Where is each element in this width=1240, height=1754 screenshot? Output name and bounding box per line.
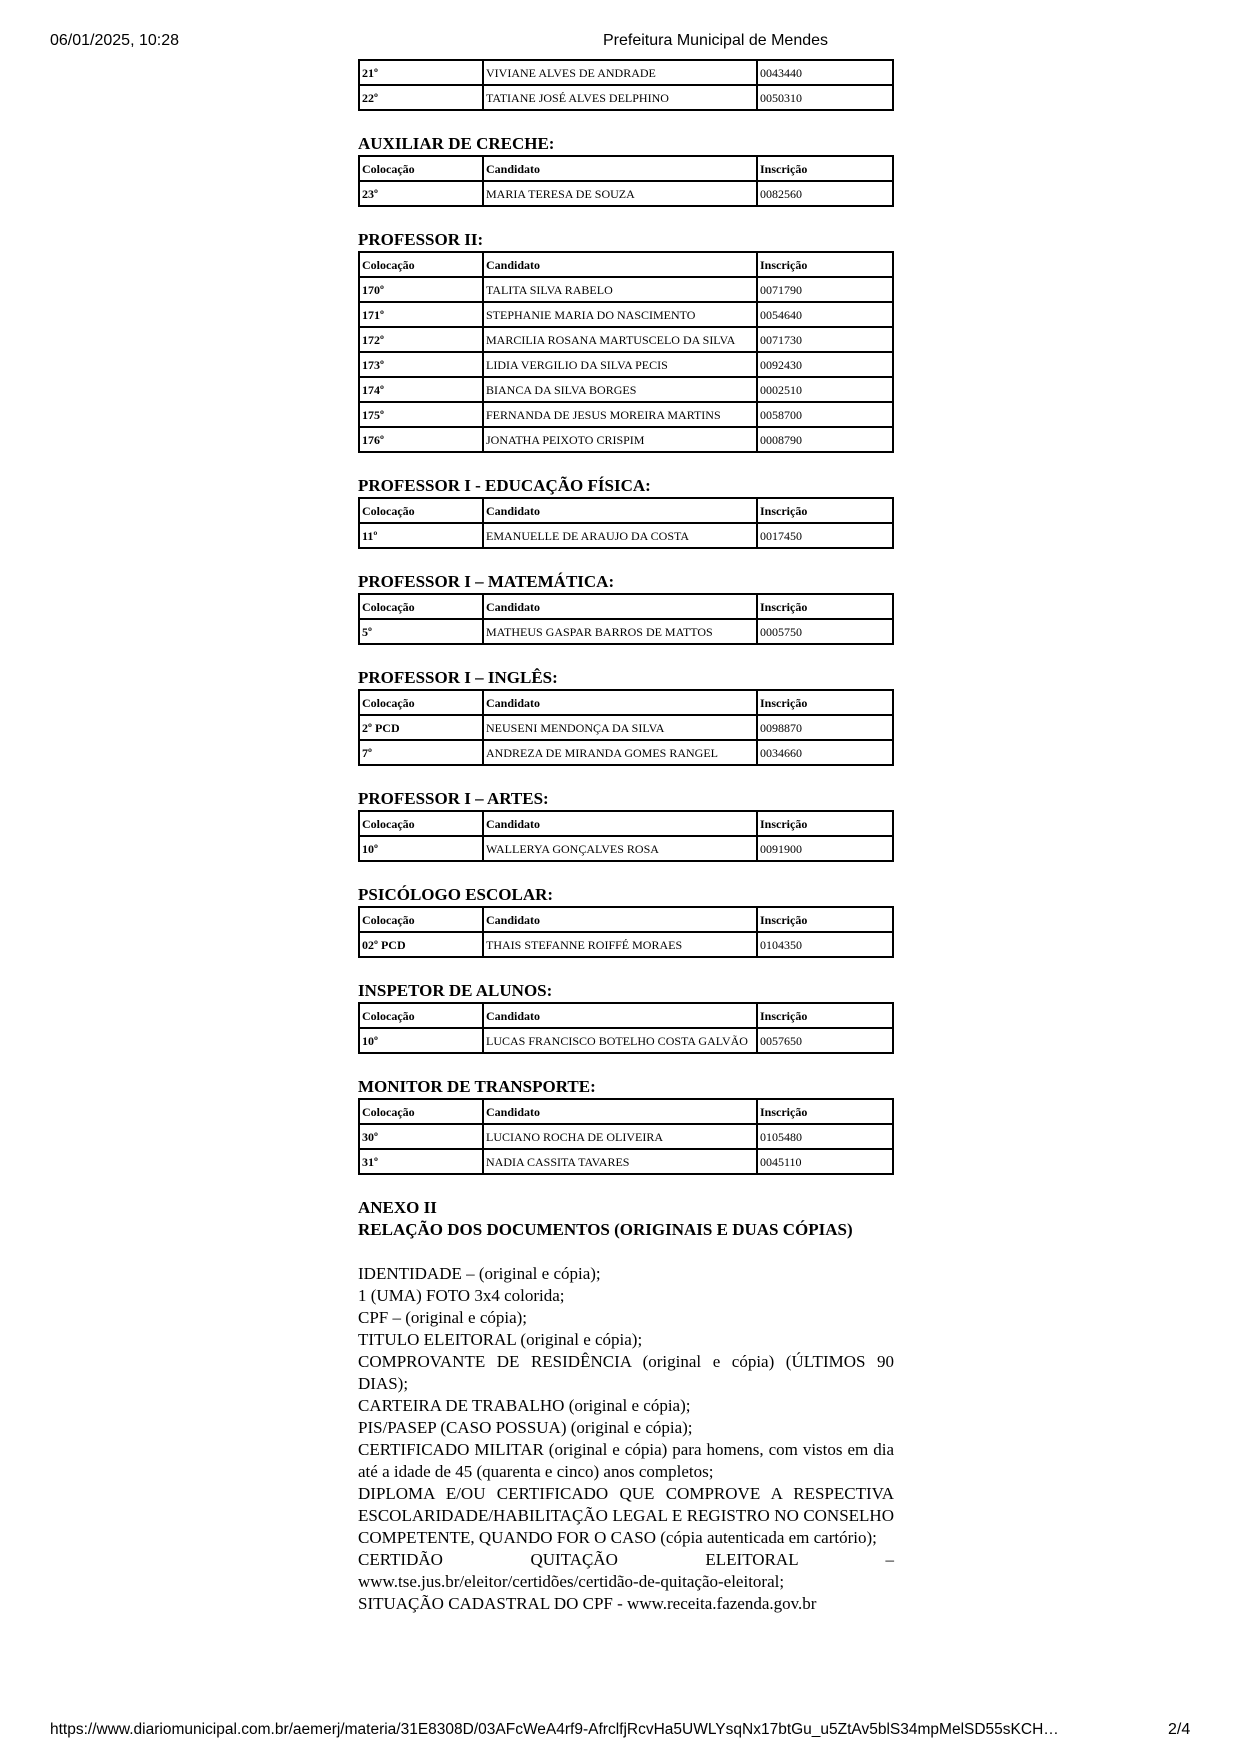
- column-header-registration: Inscrição: [757, 156, 893, 181]
- candidate-cell: WALLERYA GONÇALVES ROSA: [483, 836, 757, 861]
- table-row: [359, 85, 893, 110]
- candidate-cell: BIANCA DA SILVA BORGES: [483, 377, 757, 402]
- candidate-cell: MATHEUS GASPAR BARROS DE MATTOS: [483, 619, 757, 644]
- column-header-candidate: Candidato: [483, 156, 757, 181]
- placement-cell: 172º: [359, 327, 483, 352]
- annex-document-item: 1 (UMA) FOTO 3x4 colorida;: [358, 1286, 565, 1305]
- annex-document-list: [358, 1263, 894, 1615]
- table-row: [359, 277, 893, 302]
- table-header-row: [359, 252, 893, 277]
- section-title: PSICÓLOGO ESCOLAR:: [358, 885, 554, 904]
- candidate-cell: VIVIANE ALVES DE ANDRADE: [483, 60, 757, 85]
- placement-cell: 176º: [359, 427, 483, 452]
- table-header-row: [359, 1003, 893, 1028]
- placement-cell: 7º: [359, 740, 483, 765]
- column-header-placement: Colocação: [359, 498, 483, 523]
- section-title: PROFESSOR I – INGLÊS:: [358, 668, 558, 687]
- table-header-row: [359, 498, 893, 523]
- column-header-registration: Inscrição: [757, 690, 893, 715]
- candidate-cell: THAIS STEFANNE ROIFFÉ MORAES: [483, 932, 757, 957]
- annex-section: [358, 1197, 894, 1615]
- registration-cell: 0008790: [757, 427, 893, 452]
- column-header-placement: Colocação: [359, 690, 483, 715]
- registration-cell: 0104350: [757, 932, 893, 957]
- candidate-cell: LUCIANO ROCHA DE OLIVEIRA: [483, 1124, 757, 1149]
- column-header-registration: Inscrição: [757, 907, 893, 932]
- table-row: [359, 619, 893, 644]
- column-header-candidate: Candidato: [483, 1099, 757, 1124]
- column-header-candidate: Candidato: [483, 690, 757, 715]
- column-header-placement: Colocação: [359, 907, 483, 932]
- annex-document-item: CPF – (original e cópia);: [358, 1308, 528, 1327]
- column-header-placement: Colocação: [359, 252, 483, 277]
- registration-cell: 0071790: [757, 277, 893, 302]
- placement-cell: 175º: [359, 402, 483, 427]
- results-table: [358, 497, 894, 549]
- table-row: [359, 60, 893, 85]
- column-header-registration: Inscrição: [757, 252, 893, 277]
- print-page-number: 2/4: [1168, 1721, 1191, 1738]
- table-header-row: [359, 690, 893, 715]
- placement-cell: 02º PCD: [359, 932, 483, 957]
- candidate-cell: EMANUELLE DE ARAUJO DA COSTA: [483, 523, 757, 548]
- table-header-row: [359, 156, 893, 181]
- section-title: AUXILIAR DE CRECHE:: [358, 134, 555, 153]
- print-url[interactable]: https://www.diariomunicipal.com.br/aemerj/materia/31E8308D/03AFcWeA4rf9-AfrclfjRcvHa5UWLYsqNx17btGu_u5ZtAv5blS34mpMelSD55sKCH…: [50, 1721, 1059, 1738]
- column-header-candidate: Candidato: [483, 811, 757, 836]
- table-row: [359, 715, 893, 740]
- table-header-row: [359, 594, 893, 619]
- column-header-candidate: Candidato: [483, 498, 757, 523]
- section-title: PROFESSOR I - EDUCAÇÃO FÍSICA:: [358, 476, 651, 495]
- document-body: [358, 59, 894, 1615]
- registration-cell: 0050310: [757, 85, 893, 110]
- annex-title: ANEXO II: [358, 1198, 437, 1217]
- annex-document-item: PIS/PASEP (CASO POSSUA) (original e cópia);: [358, 1418, 693, 1437]
- registration-cell: 0082560: [757, 181, 893, 206]
- column-header-registration: Inscrição: [757, 1099, 893, 1124]
- results-table: [358, 593, 894, 645]
- placement-cell: 10º: [359, 1028, 483, 1053]
- candidate-cell: NEUSENI MENDONÇA DA SILVA: [483, 715, 757, 740]
- placement-cell: 30º: [359, 1124, 483, 1149]
- table-row: [359, 377, 893, 402]
- annex-document-item: COMPROVANTE DE RESIDÊNCIA (original e cópia) (ÚLTIMOS 90 DIAS);: [358, 1352, 894, 1393]
- candidate-cell: STEPHANIE MARIA DO NASCIMENTO: [483, 302, 757, 327]
- registration-cell: 0034660: [757, 740, 893, 765]
- column-header-candidate: Candidato: [483, 907, 757, 932]
- section-title: PROFESSOR I – ARTES:: [358, 789, 549, 808]
- table-header-row: [359, 1099, 893, 1124]
- continuation-table: [358, 59, 894, 111]
- section-title: PROFESSOR I – MATEMÁTICA:: [358, 572, 615, 591]
- placement-cell: 21º: [359, 60, 483, 85]
- table-row: [359, 181, 893, 206]
- candidate-cell: LUCAS FRANCISCO BOTELHO COSTA GALVÃO: [483, 1028, 757, 1053]
- section-title: MONITOR DE TRANSPORTE:: [358, 1077, 596, 1096]
- table-header-row: [359, 811, 893, 836]
- placement-cell: 11º: [359, 523, 483, 548]
- results-sections: [358, 111, 894, 1175]
- placement-cell: 171º: [359, 302, 483, 327]
- registration-cell: 0058700: [757, 402, 893, 427]
- column-header-candidate: Candidato: [483, 1003, 757, 1028]
- annex-document-item: DIPLOMA E/OU CERTIFICADO QUE COMPROVE A RESPECTIVA ESCOLARIDADE/HABILITAÇÃO LEGAL E REGISTRO NO CONSELHO COMPETENTE, QUANDO FOR O CASO (cópia autenticada em cartório);: [358, 1484, 894, 1547]
- table-header-row: [359, 907, 893, 932]
- table-row: [359, 1028, 893, 1053]
- registration-cell: 0091900: [757, 836, 893, 861]
- registration-cell: 0017450: [757, 523, 893, 548]
- registration-cell: 0098870: [757, 715, 893, 740]
- registration-cell: 0005750: [757, 619, 893, 644]
- column-header-candidate: Candidato: [483, 252, 757, 277]
- candidate-cell: MARCILIA ROSANA MARTUSCELO DA SILVA: [483, 327, 757, 352]
- registration-cell: 0057650: [757, 1028, 893, 1053]
- placement-cell: 10º: [359, 836, 483, 861]
- table-row: [359, 302, 893, 327]
- annex-subtitle: RELAÇÃO DOS DOCUMENTOS (ORIGINAIS E DUAS CÓPIAS): [358, 1220, 853, 1239]
- placement-cell: 23º: [359, 181, 483, 206]
- column-header-registration: Inscrição: [757, 811, 893, 836]
- annex-document-item: CARTEIRA DE TRABALHO (original e cópia);: [358, 1396, 691, 1415]
- registration-cell: 0002510: [757, 377, 893, 402]
- table-row: [359, 1149, 893, 1174]
- table-row: [359, 352, 893, 377]
- column-header-registration: Inscrição: [757, 594, 893, 619]
- section-title: PROFESSOR II:: [358, 230, 484, 249]
- results-table: [358, 155, 894, 207]
- results-table: [358, 689, 894, 766]
- registration-cell: 0071730: [757, 327, 893, 352]
- candidate-cell: MARIA TERESA DE SOUZA: [483, 181, 757, 206]
- column-header-registration: Inscrição: [757, 498, 893, 523]
- placement-cell: 5º: [359, 619, 483, 644]
- column-header-candidate: Candidato: [483, 594, 757, 619]
- results-table: [358, 1002, 894, 1054]
- registration-cell: 0043440: [757, 60, 893, 85]
- annex-document-item: CERTIDÃO QUITAÇÃO ELEITORAL – www.tse.jus.br/eleitor/certidões/certidão-de-quitação-eleitoral;: [358, 1550, 894, 1591]
- registration-cell: 0045110: [757, 1149, 893, 1174]
- candidate-cell: NADIA CASSITA TAVARES: [483, 1149, 757, 1174]
- column-header-placement: Colocação: [359, 1003, 483, 1028]
- table-row: [359, 427, 893, 452]
- placement-cell: 22º: [359, 85, 483, 110]
- column-header-placement: Colocação: [359, 594, 483, 619]
- candidate-cell: ANDREZA DE MIRANDA GOMES RANGEL: [483, 740, 757, 765]
- candidate-cell: FERNANDA DE JESUS MOREIRA MARTINS: [483, 402, 757, 427]
- annex-document-item: TITULO ELEITORAL (original e cópia);: [358, 1330, 643, 1349]
- annex-document-item: IDENTIDADE – (original e cópia);: [358, 1264, 601, 1283]
- table-row: [359, 740, 893, 765]
- column-header-placement: Colocação: [359, 1099, 483, 1124]
- registration-cell: 0092430: [757, 352, 893, 377]
- results-table: [358, 810, 894, 862]
- candidate-cell: TALITA SILVA RABELO: [483, 277, 757, 302]
- placement-cell: 170º: [359, 277, 483, 302]
- placement-cell: 173º: [359, 352, 483, 377]
- column-header-registration: Inscrição: [757, 1003, 893, 1028]
- placement-cell: 2º PCD: [359, 715, 483, 740]
- table-row: [359, 327, 893, 352]
- candidate-cell: TATIANE JOSÉ ALVES DELPHINO: [483, 85, 757, 110]
- results-table: [358, 251, 894, 453]
- candidate-cell: LIDIA VERGILIO DA SILVA PECIS: [483, 352, 757, 377]
- annex-document-item: CERTIFICADO MILITAR (original e cópia) para homens, com vistos em dia até a idade de 45 (quarenta e cinco) anos completos;: [358, 1440, 894, 1481]
- annex-document-item: SITUAÇÃO CADASTRAL DO CPF - www.receita.fazenda.gov.br: [358, 1594, 817, 1613]
- table-row: [359, 402, 893, 427]
- results-table: [358, 1098, 894, 1175]
- table-row: [359, 1124, 893, 1149]
- candidate-cell: JONATHA PEIXOTO CRISPIM: [483, 427, 757, 452]
- section-title: INSPETOR DE ALUNOS:: [358, 981, 553, 1000]
- placement-cell: 174º: [359, 377, 483, 402]
- placement-cell: 31º: [359, 1149, 483, 1174]
- print-page-title: Prefeitura Municipal de Mendes: [603, 32, 829, 49]
- results-table: [358, 906, 894, 958]
- column-header-placement: Colocação: [359, 156, 483, 181]
- table-row: [359, 932, 893, 957]
- table-row: [359, 836, 893, 861]
- print-datetime: 06/01/2025, 10:28: [50, 32, 180, 49]
- table-row: [359, 523, 893, 548]
- column-header-placement: Colocação: [359, 811, 483, 836]
- registration-cell: 0054640: [757, 302, 893, 327]
- registration-cell: 0105480: [757, 1124, 893, 1149]
